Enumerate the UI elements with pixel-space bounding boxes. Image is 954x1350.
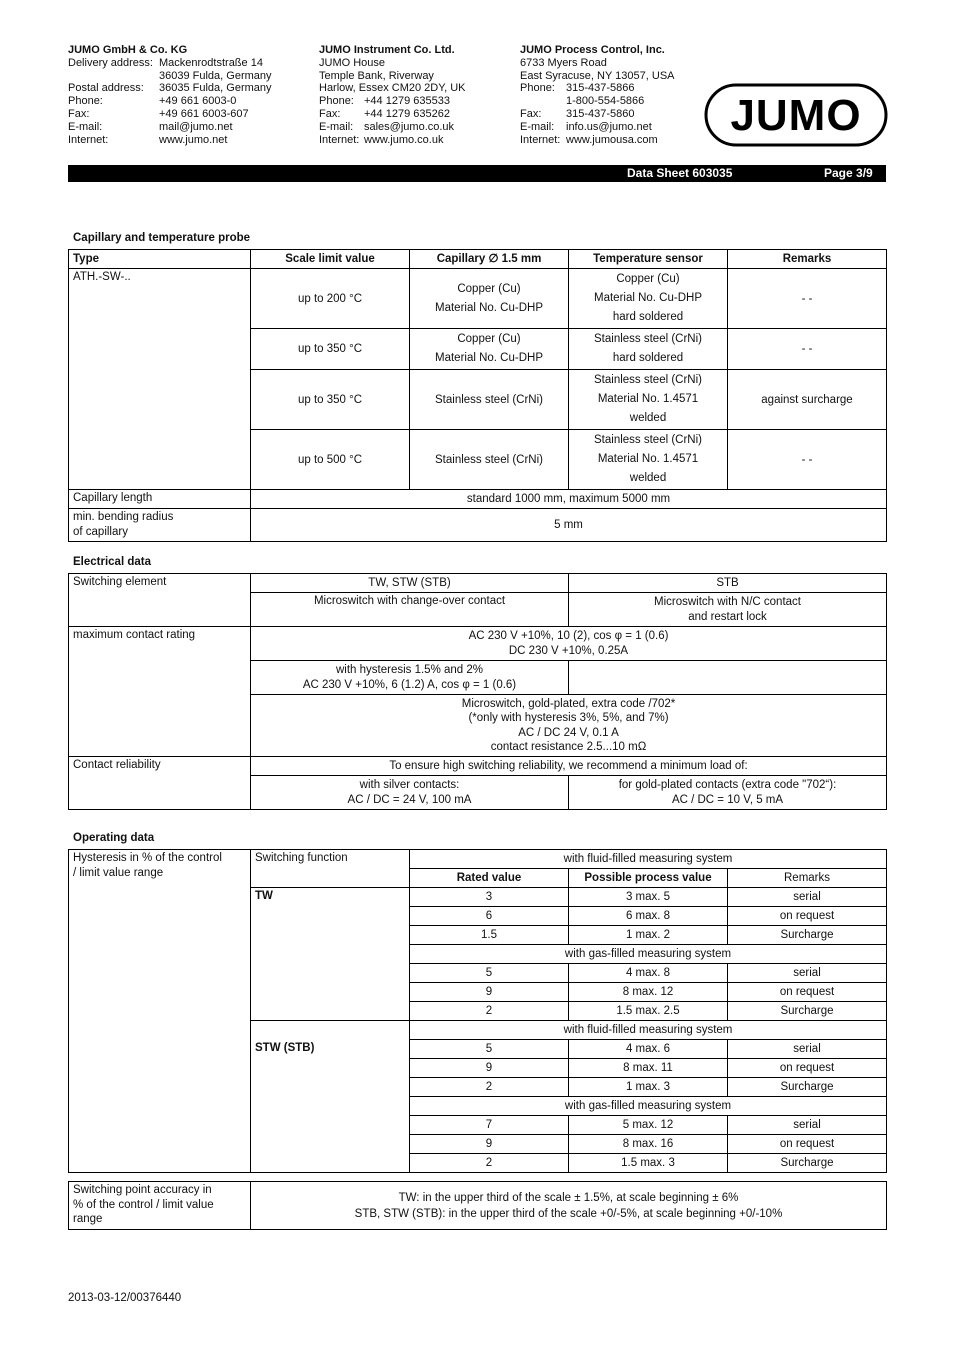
- address-key: E-mail:: [68, 120, 103, 133]
- column-header: Capillary ∅ 1.5 mm: [410, 250, 569, 269]
- address-row: [520, 121, 675, 134]
- address-line: JUMO House: [319, 56, 386, 69]
- rated-value: 6: [410, 907, 569, 926]
- page-number: Page 3/9: [824, 166, 873, 180]
- address-key: Internet:: [520, 133, 561, 146]
- process-value: 1 max. 2: [569, 926, 728, 945]
- process-value: 1 max. 3: [569, 1078, 728, 1097]
- accuracy-value: TW: in the upper third of the scale ± 1.5%, at scale beginning ± 6% STB, STW (STB): in the upper third of the scale +0/-5%, at scale beginning +0/-10%: [251, 1182, 887, 1230]
- address-row: [68, 82, 272, 95]
- capillary-cell: Stainless steel (CrNi): [410, 370, 569, 430]
- remarks-value: Surcharge: [728, 1002, 887, 1021]
- remarks-cell: against surcharge: [728, 370, 887, 430]
- address-value: Mackenrodtstraße 14: [159, 56, 263, 69]
- switching-desc-a: Microswitch with change-over contact: [251, 593, 569, 627]
- scale-cell: up to 500 °C: [251, 430, 410, 490]
- capillary-cell: Stainless steel (CrNi): [410, 430, 569, 490]
- section-title-electrical: Electrical data: [73, 556, 151, 568]
- contact-rating-hysteresis: with hysteresis 1.5% and 2% AC 230 V +10%, 6 (1.2) A, cos φ = 1 (0.6): [251, 661, 569, 695]
- address-value[interactable]: info.us@jumo.net: [566, 120, 652, 133]
- jumo-logo: [704, 83, 888, 147]
- address-value[interactable]: www.jumo.co.uk: [364, 133, 444, 146]
- rated-value: 9: [410, 1135, 569, 1154]
- datasheet-number: Data Sheet 603035: [627, 166, 733, 180]
- sensor-cell: Stainless steel (CrNi) hard soldered: [569, 329, 728, 370]
- contact-reliability-label: Contact reliability: [69, 757, 251, 810]
- address-line: Harlow, Essex CM20 2DY, UK: [319, 82, 466, 95]
- rated-value: 5: [410, 1040, 569, 1059]
- document-footer: 2013-03-12/00376440: [68, 1292, 182, 1304]
- process-value: 6 max. 8: [569, 907, 728, 926]
- process-value: 3 max. 5: [569, 888, 728, 907]
- capillary-cell: Copper (Cu) Material No. Cu-DHP: [410, 329, 569, 370]
- switching-function-label: Switching function: [251, 850, 410, 888]
- address-key: Phone:: [68, 95, 103, 108]
- address-row: [68, 121, 272, 134]
- rated-value: 1.5: [410, 926, 569, 945]
- accuracy-table: [68, 1181, 887, 1230]
- address-value: +44 1279 635533: [364, 95, 450, 108]
- rated-value: 2: [410, 1078, 569, 1097]
- address-row: [319, 134, 466, 147]
- process-value: 8 max. 12: [569, 983, 728, 1002]
- address-key: Internet:: [319, 133, 360, 146]
- address-key: [520, 95, 566, 108]
- address-key: Phone:: [319, 95, 354, 108]
- rated-value: 2: [410, 1154, 569, 1173]
- switching-desc-b: Microswitch with N/C contact and restart lock: [569, 593, 887, 627]
- address-key: Delivery address:: [68, 56, 153, 69]
- address-jumo-instrument: [319, 44, 466, 146]
- gas-system-header: with gas-filled measuring system: [410, 945, 887, 964]
- company-name: JUMO Instrument Co. Ltd.: [319, 44, 455, 56]
- address-row: [68, 134, 272, 147]
- address-value[interactable]: sales@jumo.co.uk: [364, 120, 455, 133]
- sensor-cell: Copper (Cu) Material No. Cu-DHP hard soldered: [569, 269, 728, 329]
- section-title-operating: Operating data: [73, 832, 155, 844]
- address-key: E-mail:: [520, 120, 555, 133]
- tw-label: TW: [251, 888, 410, 1021]
- address-row: [520, 82, 675, 95]
- hysteresis-label: Hysteresis in % of the control / limit value range: [69, 850, 251, 1173]
- company-name: JUMO Process Control, Inc.: [520, 44, 665, 56]
- switching-element-label: Switching element: [69, 574, 251, 627]
- address-line: East Syracuse, NY 13057, USA: [520, 69, 675, 82]
- address-jumo-process-control: [520, 44, 675, 146]
- address-value: 1-800-554-5866: [566, 95, 645, 108]
- sensor-cell: Stainless steel (CrNi) Material No. 1.4571 welded: [569, 430, 728, 490]
- column-header: Temperature sensor: [569, 250, 728, 269]
- remarks-value: Surcharge: [728, 926, 887, 945]
- rated-value: 7: [410, 1116, 569, 1135]
- process-value: 8 max. 11: [569, 1059, 728, 1078]
- address-row: [520, 108, 675, 121]
- contact-rating-gold: Microswitch, gold-plated, extra code /702* (*only with hysteresis 3%, 5%, and 7%) AC / DC 24 V, 0.1 A contact resistance 2.5...10 mΩ: [251, 695, 887, 757]
- address-key: Phone:: [520, 82, 555, 95]
- address-line: 6733 Myers Road: [520, 56, 607, 69]
- address-row: [68, 108, 272, 121]
- address-row: [319, 121, 466, 134]
- contact-rating-empty: [569, 661, 887, 695]
- bending-radius-value: 5 mm: [251, 509, 887, 542]
- address-key: [68, 70, 159, 83]
- rated-value: 9: [410, 1059, 569, 1078]
- scale-cell: up to 200 °C: [251, 269, 410, 329]
- remarks-value: serial: [728, 888, 887, 907]
- address-key: Internet:: [68, 133, 109, 146]
- remarks-cell: - -: [728, 430, 887, 490]
- rated-value: 3: [410, 888, 569, 907]
- remarks-value: Surcharge: [728, 1078, 887, 1097]
- address-row: [319, 95, 466, 108]
- address-row: [520, 134, 675, 147]
- remarks-value: Surcharge: [728, 1154, 887, 1173]
- switching-type-b: STB: [569, 574, 887, 593]
- sensor-cell: Stainless steel (CrNi) Material No. 1.4571 welded: [569, 370, 728, 430]
- capillary-length-value: standard 1000 mm, maximum 5000 mm: [251, 490, 887, 509]
- column-header: Remarks: [728, 250, 887, 269]
- remarks-value: serial: [728, 964, 887, 983]
- switching-type-a: TW, STW (STB): [251, 574, 569, 593]
- process-value: 1.5 max. 2.5: [569, 1002, 728, 1021]
- remarks-value: on request: [728, 907, 887, 926]
- type-cell: ATH.-SW-..: [69, 269, 251, 490]
- fluid-system-header: with fluid-filled measuring system: [410, 1021, 887, 1040]
- column-header: Remarks: [728, 869, 887, 888]
- address-value: 315-437-5860: [566, 107, 635, 120]
- electrical-table: [68, 573, 887, 810]
- address-value: +49 661 6003-0: [159, 95, 237, 108]
- rated-value: 9: [410, 983, 569, 1002]
- capillary-length-label: Capillary length: [69, 490, 251, 509]
- address-value: 36039 Fulda, Germany: [159, 69, 272, 82]
- remarks-cell: - -: [728, 329, 887, 370]
- capillary-table: [68, 249, 887, 542]
- rated-value: 5: [410, 964, 569, 983]
- logo-text: JUMO: [730, 91, 862, 140]
- address-value: +44 1279 635262: [364, 107, 450, 120]
- address-row: [68, 57, 272, 70]
- address-key: Postal address:: [68, 82, 144, 95]
- contact-reliability-silver: with silver contacts: AC / DC = 24 V, 100 mA: [251, 776, 569, 810]
- process-value: 1.5 max. 3: [569, 1154, 728, 1173]
- section-title-capillary: Capillary and temperature probe: [73, 232, 251, 244]
- remarks-value: on request: [728, 983, 887, 1002]
- bending-radius-label: min. bending radius of capillary: [69, 509, 251, 542]
- column-header: Possible process value: [569, 869, 728, 888]
- process-value: 5 max. 12: [569, 1116, 728, 1135]
- process-value: 8 max. 16: [569, 1135, 728, 1154]
- remarks-cell: - -: [728, 269, 887, 329]
- address-value: 315-437-5866: [566, 82, 635, 95]
- process-value: 4 max. 8: [569, 964, 728, 983]
- address-value[interactable]: mail@jumo.net: [159, 120, 233, 133]
- address-value: +49 661 6003-607: [159, 107, 249, 120]
- remarks-value: serial: [728, 1116, 887, 1135]
- capillary-cell: Copper (Cu) Material No. Cu-DHP: [410, 269, 569, 329]
- column-header: Type: [69, 250, 251, 269]
- accuracy-label: Switching point accuracy in % of the control / limit value range: [69, 1182, 251, 1230]
- address-line: Temple Bank, Riverway: [319, 69, 434, 82]
- remarks-value: on request: [728, 1135, 887, 1154]
- remarks-value: serial: [728, 1040, 887, 1059]
- company-name: JUMO GmbH & Co. KG: [68, 44, 188, 56]
- address-value[interactable]: www.jumo.net: [159, 133, 228, 146]
- column-header: Rated value: [410, 869, 569, 888]
- contact-rating-all: AC 230 V +10%, 10 (2), cos φ = 1 (0.6) DC 230 V +10%, 0.25A: [251, 627, 887, 661]
- process-value: 4 max. 6: [569, 1040, 728, 1059]
- address-row: [520, 95, 675, 108]
- remarks-value: on request: [728, 1059, 887, 1078]
- address-key: Fax:: [319, 107, 341, 120]
- scale-cell: up to 350 °C: [251, 370, 410, 430]
- operating-table: [68, 849, 887, 1173]
- fluid-system-header: with fluid-filled measuring system: [410, 850, 887, 869]
- address-row: [68, 95, 272, 108]
- contact-rating-label: maximum contact rating: [69, 627, 251, 757]
- address-value[interactable]: www.jumousa.com: [566, 133, 658, 146]
- address-row: [319, 108, 466, 121]
- address-jumo-gmbh: [68, 44, 272, 146]
- address-key: Fax:: [68, 107, 90, 120]
- gas-system-header: with gas-filled measuring system: [410, 1097, 887, 1116]
- contact-reliability-gold: for gold-plated contacts (extra code "702“): AC / DC = 10 V, 5 mA: [569, 776, 887, 810]
- scale-cell: up to 350 °C: [251, 329, 410, 370]
- contact-reliability-intro: To ensure high switching reliability, we recommend a minimum load of:: [251, 757, 887, 776]
- address-value: 36035 Fulda, Germany: [159, 82, 272, 95]
- stw-label: STW (STB): [251, 1021, 410, 1173]
- datasheet-bar: [68, 165, 886, 182]
- address-row: [68, 70, 272, 83]
- address-key: E-mail:: [319, 120, 354, 133]
- column-header: Scale limit value: [251, 250, 410, 269]
- rated-value: 2: [410, 1002, 569, 1021]
- address-key: Fax:: [520, 107, 542, 120]
